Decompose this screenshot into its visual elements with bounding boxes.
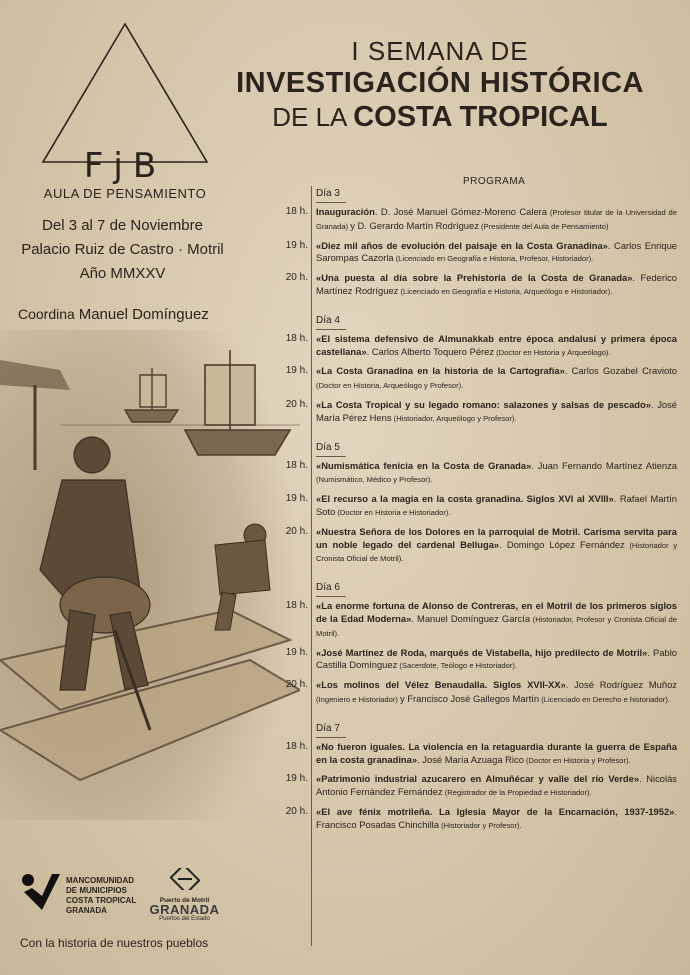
footer-slogan: Con la historia de nuestros pueblos [20,936,209,950]
program-item [272,647,677,674]
title-line3 [210,100,670,134]
item-time: 19 h. [285,646,308,658]
page-title [210,36,670,134]
item-title: «La Costa Tropical y su legado romano: salazones y salsas de pescado» [316,398,651,410]
day-label: Día 6 [316,582,346,597]
program-item [272,679,677,707]
item-title: «Una puesta al día sobre la Prehistoria de la Costa de Granada» [316,272,633,284]
item-time: 19 h. [285,773,308,785]
port-emblem-icon [170,868,200,890]
item-desc [316,333,677,360]
day-gap [272,572,677,580]
item-title: «Los molinos del Vélez Benaudalla. Siglos XVII-XX» [316,679,566,691]
item-desc [316,679,677,707]
port-line1: Puerto de Motril [159,897,210,904]
item-desc [316,493,677,520]
item-speaker: . Carlos Gozabel Cravioto [564,365,677,377]
item-desc [316,806,677,833]
item-desc [316,272,677,299]
item-speaker: . José María Azuaga Rico [417,753,524,765]
item-desc [316,600,677,640]
program-item [272,240,677,267]
item-speaker: . Nicolás Antonio Fernández Fernández [316,773,677,798]
item-desc [316,206,677,234]
mancomunidad-line: GRANADA [66,906,107,915]
event-venue: Palacio Ruiz de Castro · Motril [21,241,224,258]
item-title: «Numismática fenicia en la Costa de Granada» [316,459,532,471]
item-desc [316,526,677,566]
item-title: «La Costa Granadina en la historia de la Cartografía» [316,365,565,377]
item-speaker: . José Rodríguez Muñoz [565,679,677,691]
salt-workers-illustration [0,330,300,820]
program-item [272,806,677,833]
item-time: 20 h. [285,679,308,691]
port-logo [142,868,227,922]
item-time: 18 h. [285,332,308,344]
item-speaker: . Pablo Castilla Domínguez [316,646,677,671]
program-item [272,600,677,640]
item-title: «El recurso a la magia en la costa granadina. Siglos XVI al XVIII» [316,493,614,505]
day-label: Día 5 [316,442,346,457]
item-desc [316,460,677,488]
item-title: Inauguración [316,206,375,217]
program-item [272,741,677,768]
item-time: 18 h. [285,600,308,612]
event-info [0,214,245,286]
item-title: «Diez mil años de evolución del paisaje en la Costa Granadina» [316,239,608,251]
program-item [272,399,677,426]
mancomunidad-logo [20,870,137,919]
item-desc [316,773,677,800]
item-note: (Doctor en Historia y Arqueólogo). [494,347,611,357]
day-label: Día 4 [316,315,346,330]
item-time: 20 h. [285,272,308,284]
day-label: Día 3 [316,188,346,203]
mancomunidad-line: DE MUNICIPIOS [66,886,127,895]
fjb-logo [40,20,210,201]
item-note: (Doctor en Historia y Profesor). [523,755,631,765]
item-note: (Registrador de la Propiedad e Historiador). [442,788,592,798]
item-time: 19 h. [285,493,308,505]
item-time: 19 h. [285,239,308,251]
item-time: 19 h. [285,365,308,377]
program-item [272,272,677,299]
item-time: 18 h. [285,206,308,217]
item-note: (Licenciado en Geografía e Historia, Profesor, Historiador). [393,254,594,264]
program-item [272,526,677,566]
item-title: «El ave fénix motrileña. La Iglesia Mayor de la Encarnación, 1937-1952» [316,805,675,817]
program-item [272,333,677,360]
title-line1: I SEMANA DE [351,36,529,66]
event-dates: Del 3 al 7 de Noviembre [42,217,203,234]
program-item [272,365,677,393]
item-speaker: . Francisco Posadas Chinchilla [316,805,677,830]
logo-subtitle: AULA DE PENSAMIENTO [43,186,207,201]
coordinator-label: Coordina [18,306,75,322]
title-line3-bold: COSTA TROPICAL [353,101,608,133]
item-speaker: . Juan Fernando Martínez Atienza [531,459,677,471]
item-desc [316,365,677,393]
event-year: Año MMXXV [79,265,166,282]
day-gap [272,432,677,440]
item-title: «La enorme fortuna de Alonso de Contreras, en el Motril de los primeros siglos de la Edad Moderna» [316,600,677,624]
item-note: (Profesor titular de la Universidad de Granada) [316,208,677,231]
day-gap [272,713,677,721]
item-speaker: . Carlos Alberto Toquero Pérez [366,345,495,357]
title-line3-prefix: DE LA [272,102,346,132]
title-line2: INVESTIGACIÓN HISTÓRICA [236,67,644,99]
item-note: (Licenciado en Geografía e Historia, Arqueólogo e Historiador). [398,286,613,296]
item-speaker: . Carlos Enrique Sarompas Cazorla [316,239,678,264]
item-note2: (Licenciado en Derecho e historiador). [539,694,670,704]
item-time: 18 h. [285,740,308,752]
item-time: 20 h. [285,805,308,817]
item-speaker: . D. José Manuel Gómez-Moreno Calera [374,206,548,217]
item-title: «No fueron iguales. La violencia en la retaguardia durante la guerra de España en la costa granadina» [316,740,677,765]
item-note: (Historiador y Profesor). [438,820,522,830]
item-desc [316,240,677,267]
program-item [272,773,677,800]
item-note: (Historiador, Arqueólogo y Profesor). [391,413,517,423]
program-list [272,186,677,839]
program-item [272,206,677,234]
mancomunidad-line: COSTA TROPICAL [66,896,137,905]
item-note: (Historiador y Cronista Oficial de Motril). [316,540,677,564]
item-title: «José Martínez de Roda, marqués de Vistabella, hijo predilecto de Motril» [316,646,648,658]
item-time: 20 h. [285,398,308,410]
item-desc [316,399,677,426]
item-title: «Nuestra Señora de los Dolores en la parroquial de Motril. Carisma servita para un noble legado del cardenal Belluga» [316,525,677,550]
coordinator [18,306,209,323]
program-item [272,460,677,488]
day-label: Día 7 [316,723,346,738]
program-item [272,493,677,520]
item-note: (Doctor en Historia e Historiador). [335,507,451,517]
program-heading: PROGRAMA [463,176,526,187]
item-time: 18 h. [285,459,308,471]
item-title: «El sistema defensivo de Almunakkab entre época andalusí y primera época castellana» [316,332,677,357]
item-speaker2: y Francisco José Gallegos Martín [400,692,540,704]
coordinator-name: Manuel Domínguez [78,306,209,323]
port-line3: Puertos del Estado [159,916,210,922]
item-note: (Sacerdote, Teólogo e Historiador). [397,661,518,671]
item-speaker: . Federico Martínez Rodríguez [316,272,677,296]
item-speaker: . Domingo López Fernández [499,538,625,550]
item-time: 20 h. [285,525,308,537]
item-speaker: . Rafael Martín Soto [316,493,677,517]
item-speaker: . José María Pérez Hens [316,398,678,423]
item-note: (Numismático, Médico y Profesor). [316,475,433,485]
port-line2: GRANADA [149,902,220,917]
day-gap [272,305,677,313]
logo-letters: FjB [83,146,167,186]
mancomunidad-line: MANCOMUNIDAD [66,876,134,885]
item-note: (Doctor en Historia, Arqueólogo y Profesor). [316,381,464,391]
item-title: «Patrimonio industrial azucarero en Almuñécar y valle del río Verde» [316,773,640,785]
item-desc [316,741,677,768]
item-speaker: . Manuel Domínguez García [411,612,531,624]
mancomunidad-icon [20,870,64,914]
item-desc [316,647,677,674]
item-note2: (Presidente del Aula de Pensamiento) [478,221,609,231]
item-note: (Historiador, Profesor y Cronista Oficial de Motril). [316,614,677,638]
item-note: (Ingeniero e Historiador) [316,694,400,704]
item-speaker2: y D. Gerardo Martín Rodríguez [350,219,479,231]
